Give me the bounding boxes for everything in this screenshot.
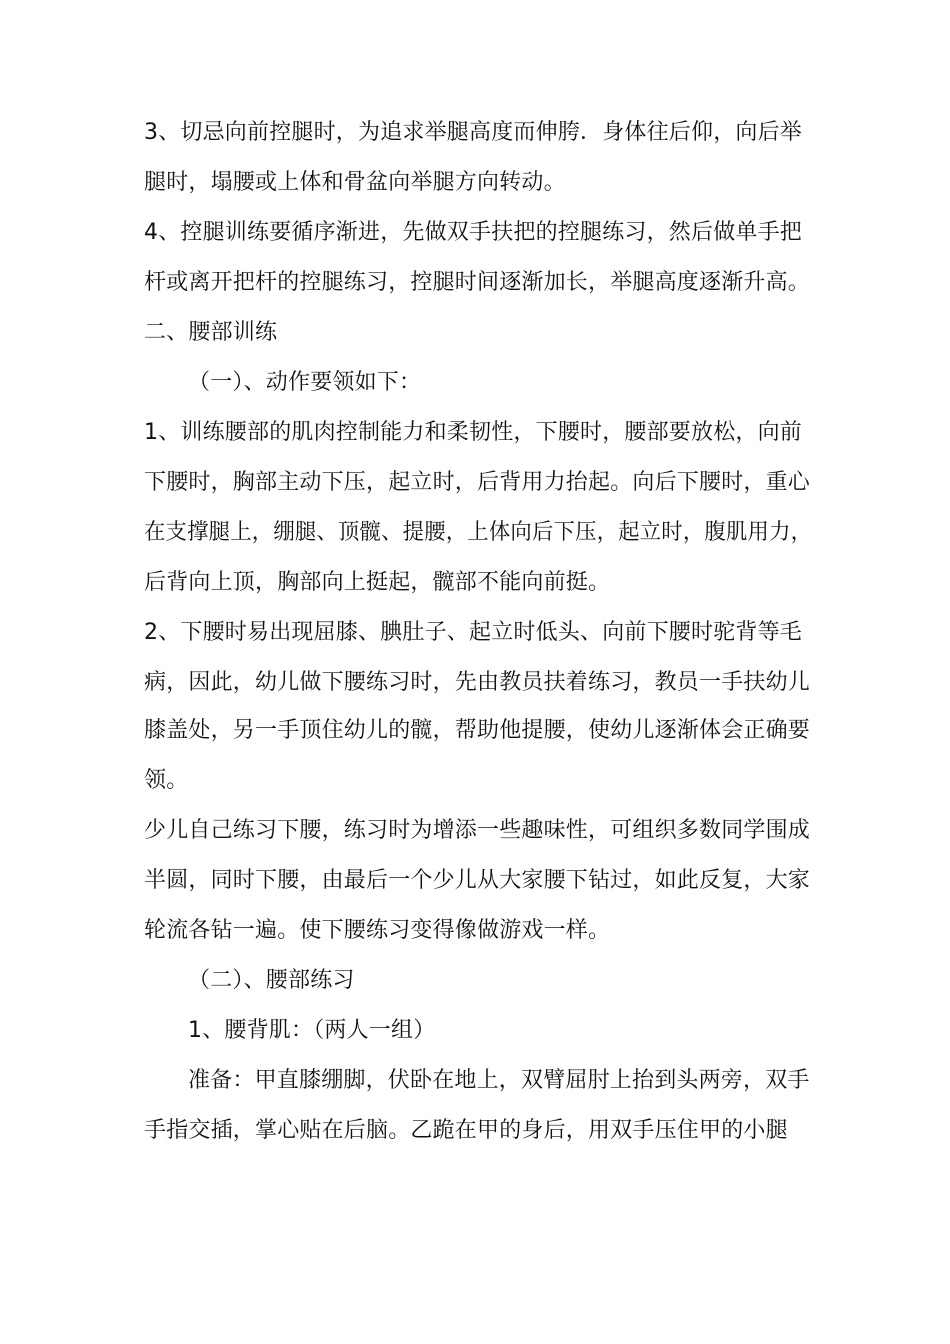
text-line: 轮流各钻一遍。使下腰练习变得像做游戏一样。 bbox=[144, 918, 611, 943]
text-line: 3、切忌向前控腿时，为追求举腿高度而伸胯．身体往后仰，向后举 bbox=[144, 120, 802, 145]
text-line: 病，因此，幼儿做下腰练习时，先由教员扶着练习，教员一手扶幼儿 bbox=[144, 670, 811, 695]
text-line: 手指交插，掌心贴在后脑。乙跪在甲的身后，用双手压住甲的小腿 bbox=[144, 1118, 788, 1143]
text-line: 膝盖处，另一手顶住幼儿的髋，帮助他提腰，使幼儿逐渐体会正确要 bbox=[144, 718, 811, 743]
text-line: 下腰时，胸部主动下压，起立时，后背用力抬起。向后下腰时，重心 bbox=[144, 470, 811, 495]
subsection-heading: （一）、动作要领如下： bbox=[188, 370, 422, 395]
text-line: 2、下腰时易出现屈膝、腆肚子、起立时低头、向前下腰时驼背等毛 bbox=[144, 620, 802, 645]
section-heading: 二、腰部训练 bbox=[144, 320, 278, 345]
text-line: 1、训练腰部的肌肉控制能力和柔韧性，下腰时，腰部要放松，向前 bbox=[144, 420, 802, 445]
text-line: 杆或离开把杆的控腿练习，控腿时间逐渐加长，举腿高度逐渐升高。 bbox=[144, 270, 811, 295]
text-line: 半圆，同时下腰，由最后一个少儿从大家腰下钻过，如此反复，大家 bbox=[144, 868, 811, 893]
text-line: 1、腰背肌：（两人一组） bbox=[188, 1018, 436, 1043]
text-line: 后背向上顶，胸部向上挺起，髋部不能向前挺。 bbox=[144, 570, 611, 595]
text-line: 4、控腿训练要循序渐进，先做双手扶把的控腿练习，然后做单手把 bbox=[144, 220, 802, 245]
text-line: 腿时，塌腰或上体和骨盆向举腿方向转动。 bbox=[144, 170, 566, 195]
text-line: 少儿自己练习下腰，练习时为增添一些趣味性，可组织多数同学围成 bbox=[144, 818, 811, 843]
text-line: 准备：甲直膝绷脚，伏卧在地上，双臂屈肘上抬到头两旁，双手 bbox=[188, 1068, 810, 1093]
subsection-heading: （二）、腰部练习 bbox=[188, 968, 355, 993]
text-line: 领。 bbox=[144, 768, 189, 793]
text-line: 在支撑腿上，绷腿、顶髋、提腰，上体向后下压，起立时，腹肌用力， bbox=[144, 520, 813, 545]
